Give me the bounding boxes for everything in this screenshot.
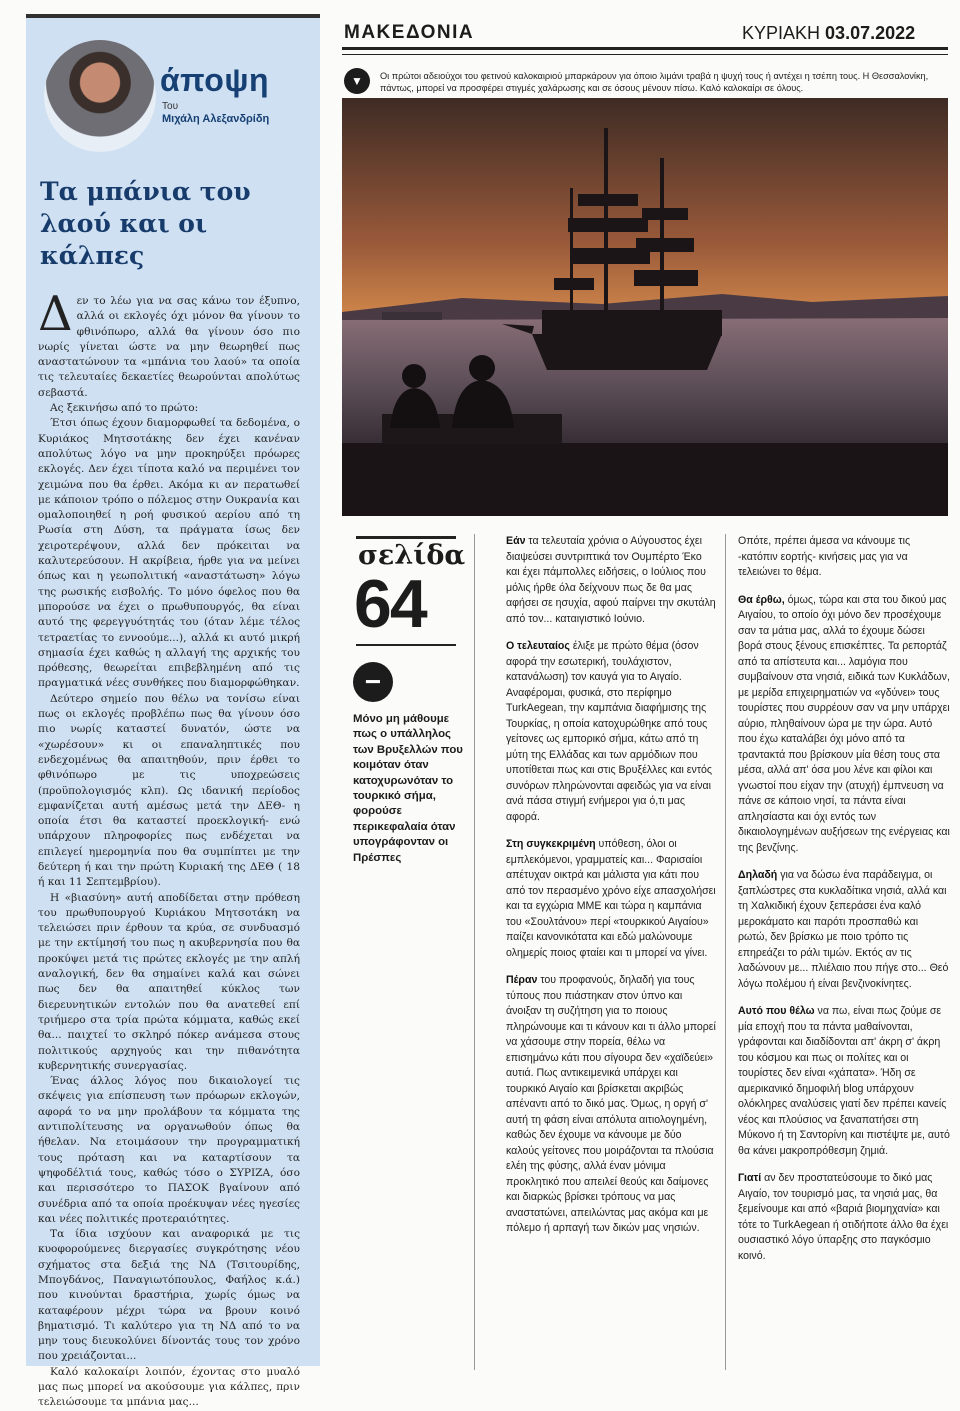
opinion-body (38, 286, 300, 1411)
section-title: ΜΑΚΕΔΟΝΙΑ (344, 22, 475, 43)
opinion-paragraph: Τα ίδια ισχύουν και αναφορικά με τις κυοφορούμενες διεργασίες συγκρότησης νέου σχήματος στα δεξιά της ΝΔ (Τσιτουρίδης, Μπογδάνος, Παναγιωτόπουλος, Φαήλος κ.ά.) που κινούνται δραστήρια, χωρίς όμως να καταφέρουν μέχρι τώρα να βρουν κοινό βηματισμό. Τι καλύτερο για τη ΝΔ από το να μην τους διευκολύνει δίνοντάς τους τον χρόνο που χρειάζονται... (38, 1228, 300, 1363)
issue-date-value: 03.07.2022 (825, 23, 916, 43)
issue-day: ΚΥΡΙΑΚΗ (742, 23, 821, 43)
opinion-author: Μιχάλη Αλεξανδρίδη (162, 113, 270, 125)
column-divider (725, 534, 726, 1370)
opinion-paragraph: Ας ξεκινήσω από το πρώτο: (50, 402, 199, 415)
column-divider (474, 534, 475, 1370)
column-paragraph: Γιατί αν δεν προστατεύσουμε το δικό μας Αιγαίο, τον τουρισμό μας, τα νησιά μας, θα ξεμείνουμε και από «βαριά βιομηχανία» και τότε το TurkAegean ή οτιδήποτε άλλο θα έχει ουσιαστικό λόγο ύπαρξης στο παγκόσμιο κοινό. (738, 1172, 949, 1262)
opinion-paragraph: Καλό καλοκαίρι λοιπόν, έχοντας στο μυαλό μας πως μπορεί να ακούσουμε για κάλπες, πριν τελειώσουμε τα μπάνια μας... (38, 1365, 300, 1409)
page-box-rule (356, 644, 456, 646)
author-photo (44, 40, 156, 152)
issue-date (742, 23, 915, 44)
column-paragraph: Οπότε, πρέπει άμεσα να κάνουμε τις -κατόπιν εορτής- κινήσεις μας για να τελειώνει το θέμα. (738, 535, 911, 578)
minus-icon: − (353, 662, 393, 702)
column-paragraph: Δηλαδή για να δώσω ένα παράδειγμα, οι ξαπλώστρες στα κυκλαδίτικα νησιά, αλλά και τη Χαλκιδική έχουν ξεπεράσει ένα καλό μεροκάματο και παρότι προσπαθώ και ρωτώ, δεν βρίσκω με ποιο τρόπο τις επηρεάζει το ράλι τιμών. Εκτός αν τις λαδώνουν με... πλιέλαιο που πήγε στο... Θεό λόγω πολέμου ή είναι βενζινοκίνητες. (738, 869, 949, 990)
column-paragraph: Στη συγκεκριμένη υπόθεση, όλοι οι εμπλεκόμενοι, γραμματείς και... Φαρισαίοι απέτυχαν οικτρά και μάλιστα για κάτι που από τον περασμένο χρόνο είχε απασχολήσει και τα εγχώρια ΜΜΕ και τώρα η καμπάνια του «Σουλτάνου» περί «τουρκικού Αιγαίου» παίζει κανονικότατα και εδώ μαλώνουμε ολημερίς ποιος φταίει και τι μπορεί να γίνει. (506, 838, 716, 959)
sunset-ship-photo (342, 98, 948, 516)
page-box-rule (356, 536, 456, 539)
column-paragraph: Θα έρθω, όμως, τώρα και στα του δικού μας Αιγαίου, το οποίο όχι μόνο δεν προσέχουμε σαν τα μάτια μας, αλλά το έχουμε δώσει βορά στους ξένους επισκέπτες. Τα ρεπορτάζ από τα απίστευτα και... λαμόγια που συμβαίνουν στα νησιά, ειδικά των Κυκλάδων, με μερίδα επιχειρηματιών να «γδύνει» τους τουρίστες που συρρέουν σαν να μην υπάρχει αύριο, πληθαίνουν ώρα με την ώρα. Αυτό που έχω καταλάβει όχι μόνο από τα τραντακτά που βρίσκουν μία θέση τους στα μέσα, αλλά απ' όσα μου λένε και φίλοι και γνωστοί που είχαν την (ατυχή) έμπνευση να πάνε σε κάποιο νησί, τα πάντα είναι απλησίαστα και όχι εντός των δικαιολογημένων αυξήσεων της ενέργειας και της βενζίνης. (738, 593, 950, 854)
article-headline: Τα μπάνια του λαού και οι κάλπες (40, 177, 251, 270)
opinion-by: Του (162, 101, 179, 112)
opinion-paragraph: Η «βιασύνη» αυτή αποδίδεται στην πρόθεση του πρωθυπουργού Κυριάκου Μητσοτάκη να τελειώσει πριν έρθουν τα κρύα, σε συνδυασμό με την εκτίμησή του πως η ακυβερνησία που θα προκύψει μετά τις πρώτες εκλογές με την απλή αναλογική, δεν θα σημαίνει καλά και σώνει πως δεν θα απαιτηθεί κύκλος των διερευνητικών εντολών που θα ανατεθεί επί τριήμερο στα τρία πρώτα κόμματα, καθώς εκεί θα... παιχτεί το σκληρό πόκερ ανάμεσα στους πολιτικούς αρχηγούς και την πιθανότητα κυβερνητικής συνεργασίας. (38, 891, 300, 1072)
opinion-label: άποψη (160, 62, 269, 98)
opinion-paragraph: Δεν το λέω για να σας κάνω τον έξυπνο, αλλά οι εκλογές όχι μόνον θα γίνουν το φθινόπωρο, αλλά θα γίνουν όσο πιο νωρίς γίνεται ώστε να μην θεωρηθεί πως αναστατώνουν τα «μπάνια του λαού» τα οποία τις τελευταίες δεκαετίες θεωρούνται απολύτως σεβαστά. (38, 286, 300, 399)
page-number: 64 (354, 566, 426, 642)
opinion-paragraph: Έτσι όπως έχουν διαμορφωθεί τα δεδομένα, ο Κυριάκος Μητσοτάκης δεν έχει κανέναν απολύτως λόγο να μην προκηρύξει πρόωρες εκλογές. Δεν έχει τίποτα καλό να περιμένει τον χειμώνα που θα έρθει. Ακόμα κι αν περατωθεί με κάποιον τρόπο ο πόλεμος στην Ουκρανία και ομαλοποιηθεί η ροή φυσικού αερίου από τη Ρωσία στη Δύση, τα πράγματα ίσως δεν χειροτερέψουν, αλλά δεν πρόκειται να καλυτερεύσουν. Η ακρίβεια, ήρθε για να μείνει όπως και η γεωπολιτική «αναστάτωση» λόγω της ρωσικής εισβολής. Το μόνο όφελος που θα μπορούσε να έχει ο πρωθυπουργός, θα είναι αυτό της φερεγγυότητάς του (όταν λέμε τέλος τετραετίας το εννοούμε...), αλλά κι αυτό μικρή σημασία έχει καθώς η αλλαγή της αρχικής του πρόθεσης, θεωρείται επιβεβλημένη από τις πραγματικά νέες συνθήκες που διαμορφώθηκαν. (38, 417, 300, 690)
page-label: σελίδα (358, 540, 466, 571)
opinion-top-rule (26, 14, 320, 18)
column-paragraph: Αυτό που θέλω να πω, είναι πως ζούμε σε μία εποχή που τα πάντα μαθαίνονται, γράφονται και διαδίδονται απ' άκρη σ' άκρη του κόσμου και πως οι πολίτες και οι τουρίστες δεν είναι «χάπατα». Ήδη σε αμερικανικό δημοφιλή blog υπάρχουν ολόκληρες αναλύσεις γιατί δεν πρέπει κανείς νέος και πλούσιος να ξαναπατήσει στη Μύκονο ή τη Σαντορίνη και πιστέψτε με, αυτό θα κάνει μακροπρόθεσμη ζημιά. (738, 1005, 950, 1157)
photo-illustration (342, 98, 948, 516)
opinion-paragraph: Ένας άλλος λόγος που δικαιολογεί τις σκέψεις για επίσπευση των πρόωρων εκλογών, αφορά το να μην προλάβουν τα κόμματα της αντιπολίτευσης να οργανωθούν όπως θα ήθελαν. Να ετοιμάσουν την προγραμματική τους πρόταση και να καταρτίσουν τα ψηφοδέλτιά τους, καθώς τόσο ο ΣΥΡΙΖΑ, όσο και περισσότερο το ΠΑΣΟΚ βγαίνουν από συνέδρια από τα οποία προέκυψαν νέες ηγεσίες και νέες πολιτικές προτεραιότητες. (38, 1075, 300, 1225)
column-paragraph: Εάν τα τελευταία χρόνια ο Αύγουστος έχει διαψεύσει συντριπτικά τον Ουμπέρτο Έκο και έχει πάμπολλες ειδήσεις, ο Ιούλιος που μόλις ήρθε όλα δείχνουν πως δε θα μας αφήσει σε ησυχία, αφού παίρνει την σκυτάλη από τον... καταιγιστικό Ιούνιο. (506, 535, 716, 625)
photo-caption: Οι πρώτοι αδειούχοι του φετινού καλοκαιριού μπαρκάρουν για όποιο λιμάνι τραβά η ψυχή τους ή αντέχει η τσέπη τους. Η Θεσσαλονίκη, πάντως, μπορεί να προσφέρει στιγμές χαλάρωσης και σε όσους μένουν πίσω. Καλό καλοκαίρι σε όλους. (380, 71, 929, 94)
opinion-column (26, 14, 320, 1409)
header-rule (342, 54, 948, 55)
column-right (738, 534, 950, 1276)
side-note: Μόνο μη μάθουμε πως ο υπάλληλος των Βρυξελλών που κοιμόταν όταν κατοχυρωνόταν το τουρκικό σήμα, φορούσε περικεφαλαία όταν υπογράφονταν οι Πρέσπες (353, 713, 463, 864)
column-paragraph: Πέραν του προφανούς, δηλαδή για τους τύπους που πιάστηκαν στον ύπνο και άνοιξαν τη συζήτηση για το ποιους πληρώνουμε και τι κάνουν και τι άλλο μπορεί να χάσουμε στην πορεία, θέλω να επισημάνω κάτι που σίγουρα δεν «χαϊδεύει» αυτιά. Πως αντικειμενικά υπάρχει και τουρκικό Αιγαίο και βρίσκεται ακριβώς απέναντι από το δικό μας. Όμως, η οργή σ' αυτή τη φάση είναι απόλυτα αιτιολογημένη, καθώς δεν έχουμε να κάνουμε με δύο καλούς γείτονες που μοιράζονται τα πλούσια ελέη της φύσης, αλλά έναν μόνιμα προκλητικό που απειλεί θεούς και δαίμονες και διαρκώς βρίσκει τρόπους να μας αναστατώνει, απειλώντας μας ακόμα και με πόλεμο ή αρπαγή των δικών μας νησιών. (506, 974, 716, 1234)
caption-arrow-icon: ▼ (344, 68, 370, 94)
column-middle (506, 534, 716, 1249)
opinion-paragraph: Δεύτερο σημείο που θέλω να τονίσω είναι πως οι εκλογές προβλέπω πως θα γίνουν όσο πιο νωρίς καταστεί δυνατόν, ώστε να «χωρέσουν» κι οι επαναληπτικές που ενδεχομένως θα απαιτηθούν, πριν έρθει το φθινόπωρο με τις υποχρεώσεις (προϋπολογισμός κλπ). Ως ιδανική περίοδος εμφανίζεται αυτή αμέσως μετά την ΔΕΘ- η οποία έτσι θα καταστεί προεκλογική- ενώ υπάρχουν πληροφορίες πως ενδέχεται να επιλεγεί ημερομηνία που θα συμπίπτει με την δεύτερη ή και την πρώτη Κυριακή της ΔΕΘ ( 18 ή και 11 Σεπτεμβρίου). (38, 692, 300, 889)
dropcap: Δ (38, 286, 73, 342)
header-rule (342, 47, 948, 50)
column-paragraph: Ο τελευταίος έλιξε με πρώτο θέμα (όσον αφορά την εσωτερική, τουλάχιστον, κατανάλωση) τον καυγά για το Αιγαίο. Αναφέρομαι, φυσικά, στο περίφημο TurkAegean, την καμπάνια διαφήμισης της Τουρκίας, η οποία κατοχυρώθηκε από τους γείτονες ως εμπορικό σήμα, κάτω από τη μύτη της Ελλάδας και των αρμόδιων που υποτίθεται πως και στις Βρυξέλλες και εντός συνόρων πληρώνονται αφειδώς για να είναι ανά πάσα στιγμή ενήμεροι για ό,τι μας αφορά. (506, 640, 713, 823)
